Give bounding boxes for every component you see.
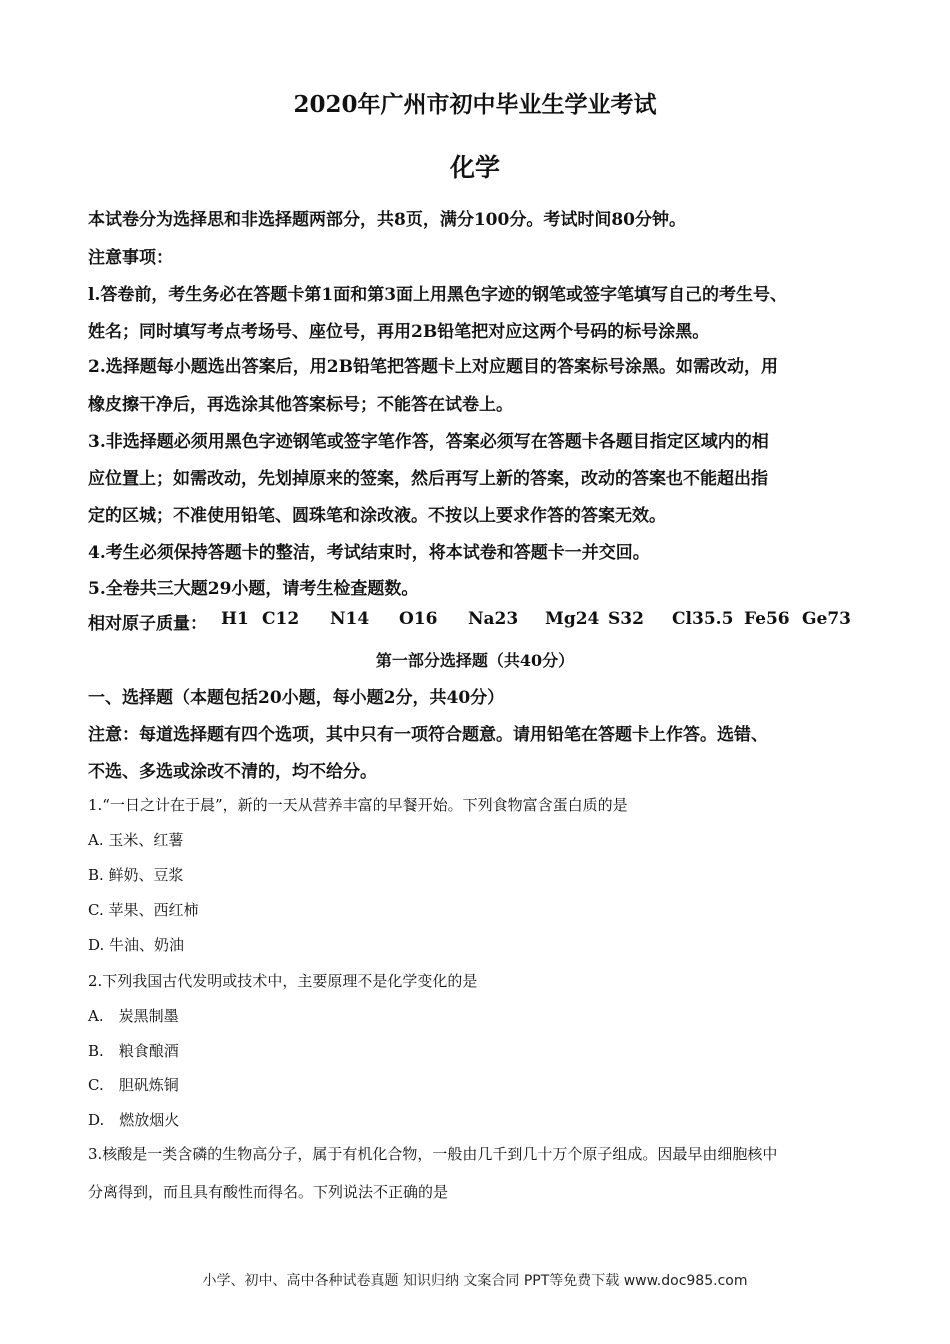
page-footer: 小学、初中、高中各种试卷真题 知识归纳 文案合同 PPT等免费下载 www.doc985.com [202,1273,748,1289]
question-1-option-b: B. 鲜奶、豆浆 [88,866,184,884]
atomic-mass-item: Mg24 [545,609,600,629]
question-3-stem: 3.核酸是一类含磷的生物高分子，属于有机化合物，一般由几千到几十万个原子组成。因最早由细胞核中 [88,1145,778,1163]
exam-title: 2020年广州市初中毕业生学业考试 [293,91,657,118]
subject-title: 化学 [449,153,500,182]
atomic-masses-label: 相对原子质量： [88,614,207,634]
note-line: 5.全卷共三大题29小题，请考生检查题数。 [88,579,419,599]
note-line: l.答卷前，考生务必在答题卡第1面和第3面上用黑色字迹的钢笔或签字笔填写自己的考生号、 [88,285,788,305]
question-1-option-c: C. 苹果、西红柿 [88,901,199,919]
note-line: 4.考生必须保持答题卡的整洁，考试结束时，将本试卷和答题卡一并交回。 [88,543,650,563]
atomic-mass-item: N14 [330,609,370,629]
section-note-line: 注意：每道选择题有四个选项，其中只有一项符合题意。请用铅笔在答题卡上作答。选错、 [88,725,768,745]
notes-heading: 注意事项： [88,248,173,268]
question-2-option-d: D. 燃放烟火 [88,1111,180,1129]
part-title: 第一部分选择题（共40分） [375,651,575,670]
section-title: 一、选择题（本题包括20小题，每小题2分，共40分） [88,688,505,708]
note-line: 姓名；同时填写考点考场号、座位号，再用2B铅笔把对应这两个号码的标号涂黑。 [88,322,710,342]
atomic-mass-item: Ge73 [802,609,851,629]
question-1-option-a: A. 玉米、红薯 [88,831,184,849]
note-line: 定的区城；不准使用铅笔、圆珠笔和涂改液。不按以上要求作答的答案无效。 [88,506,666,526]
atomic-mass-item: C12 [262,609,300,629]
question-2-option-c: C. 胆矾炼铜 [88,1076,179,1094]
question-1-option-d: D. 牛油、奶油 [88,936,185,954]
atomic-mass-item: Na23 [468,609,519,629]
exam-intro: 本试卷分为选择思和非选择题两部分，共8页，满分100分。考试时间80分钟。 [88,210,686,230]
atomic-mass-item: H1 [221,609,249,629]
question-2-stem: 2.下列我国古代发明或技术中，主要原理不是化学变化的是 [88,972,478,990]
atomic-mass-item: Fe56 [744,609,790,629]
question-2-option-b: B. 粮食酿酒 [88,1042,179,1060]
question-2-option-a: A. 炭黑制墨 [88,1007,179,1025]
question-1-stem: 1.“一日之计在于晨”，新的一天从营养丰富的早餐开始。下列食物富含蛋白质的是 [88,796,628,814]
atomic-mass-item: S32 [608,609,644,629]
atomic-mass-item: Cl35.5 [672,609,734,629]
note-line: 2.选择题每小题选出答案后，用2B铅笔把答题卡上对应题目的答案标号涂黑。如需改动，用 [88,357,778,377]
atomic-mass-item: O16 [399,609,438,629]
question-3-stem: 分离得到，而且具有酸性而得名。下列说法不正确的是 [88,1183,449,1201]
section-note-line: 不选、多选或涂改不清的，均不给分。 [88,762,377,782]
note-line: 应位置上；如需改动，先划掉原来的签案，然后再写上新的答案，改动的答案也不能超出指 [88,469,768,489]
note-line: 3.非选择题必须用黑色字迹钢笔或签字笔作答，答案必须写在答题卡各题目指定区域内的相 [88,432,769,452]
note-line: 橡皮擦干净后，再选涂其他答案标号；不能答在试卷上。 [88,395,513,415]
